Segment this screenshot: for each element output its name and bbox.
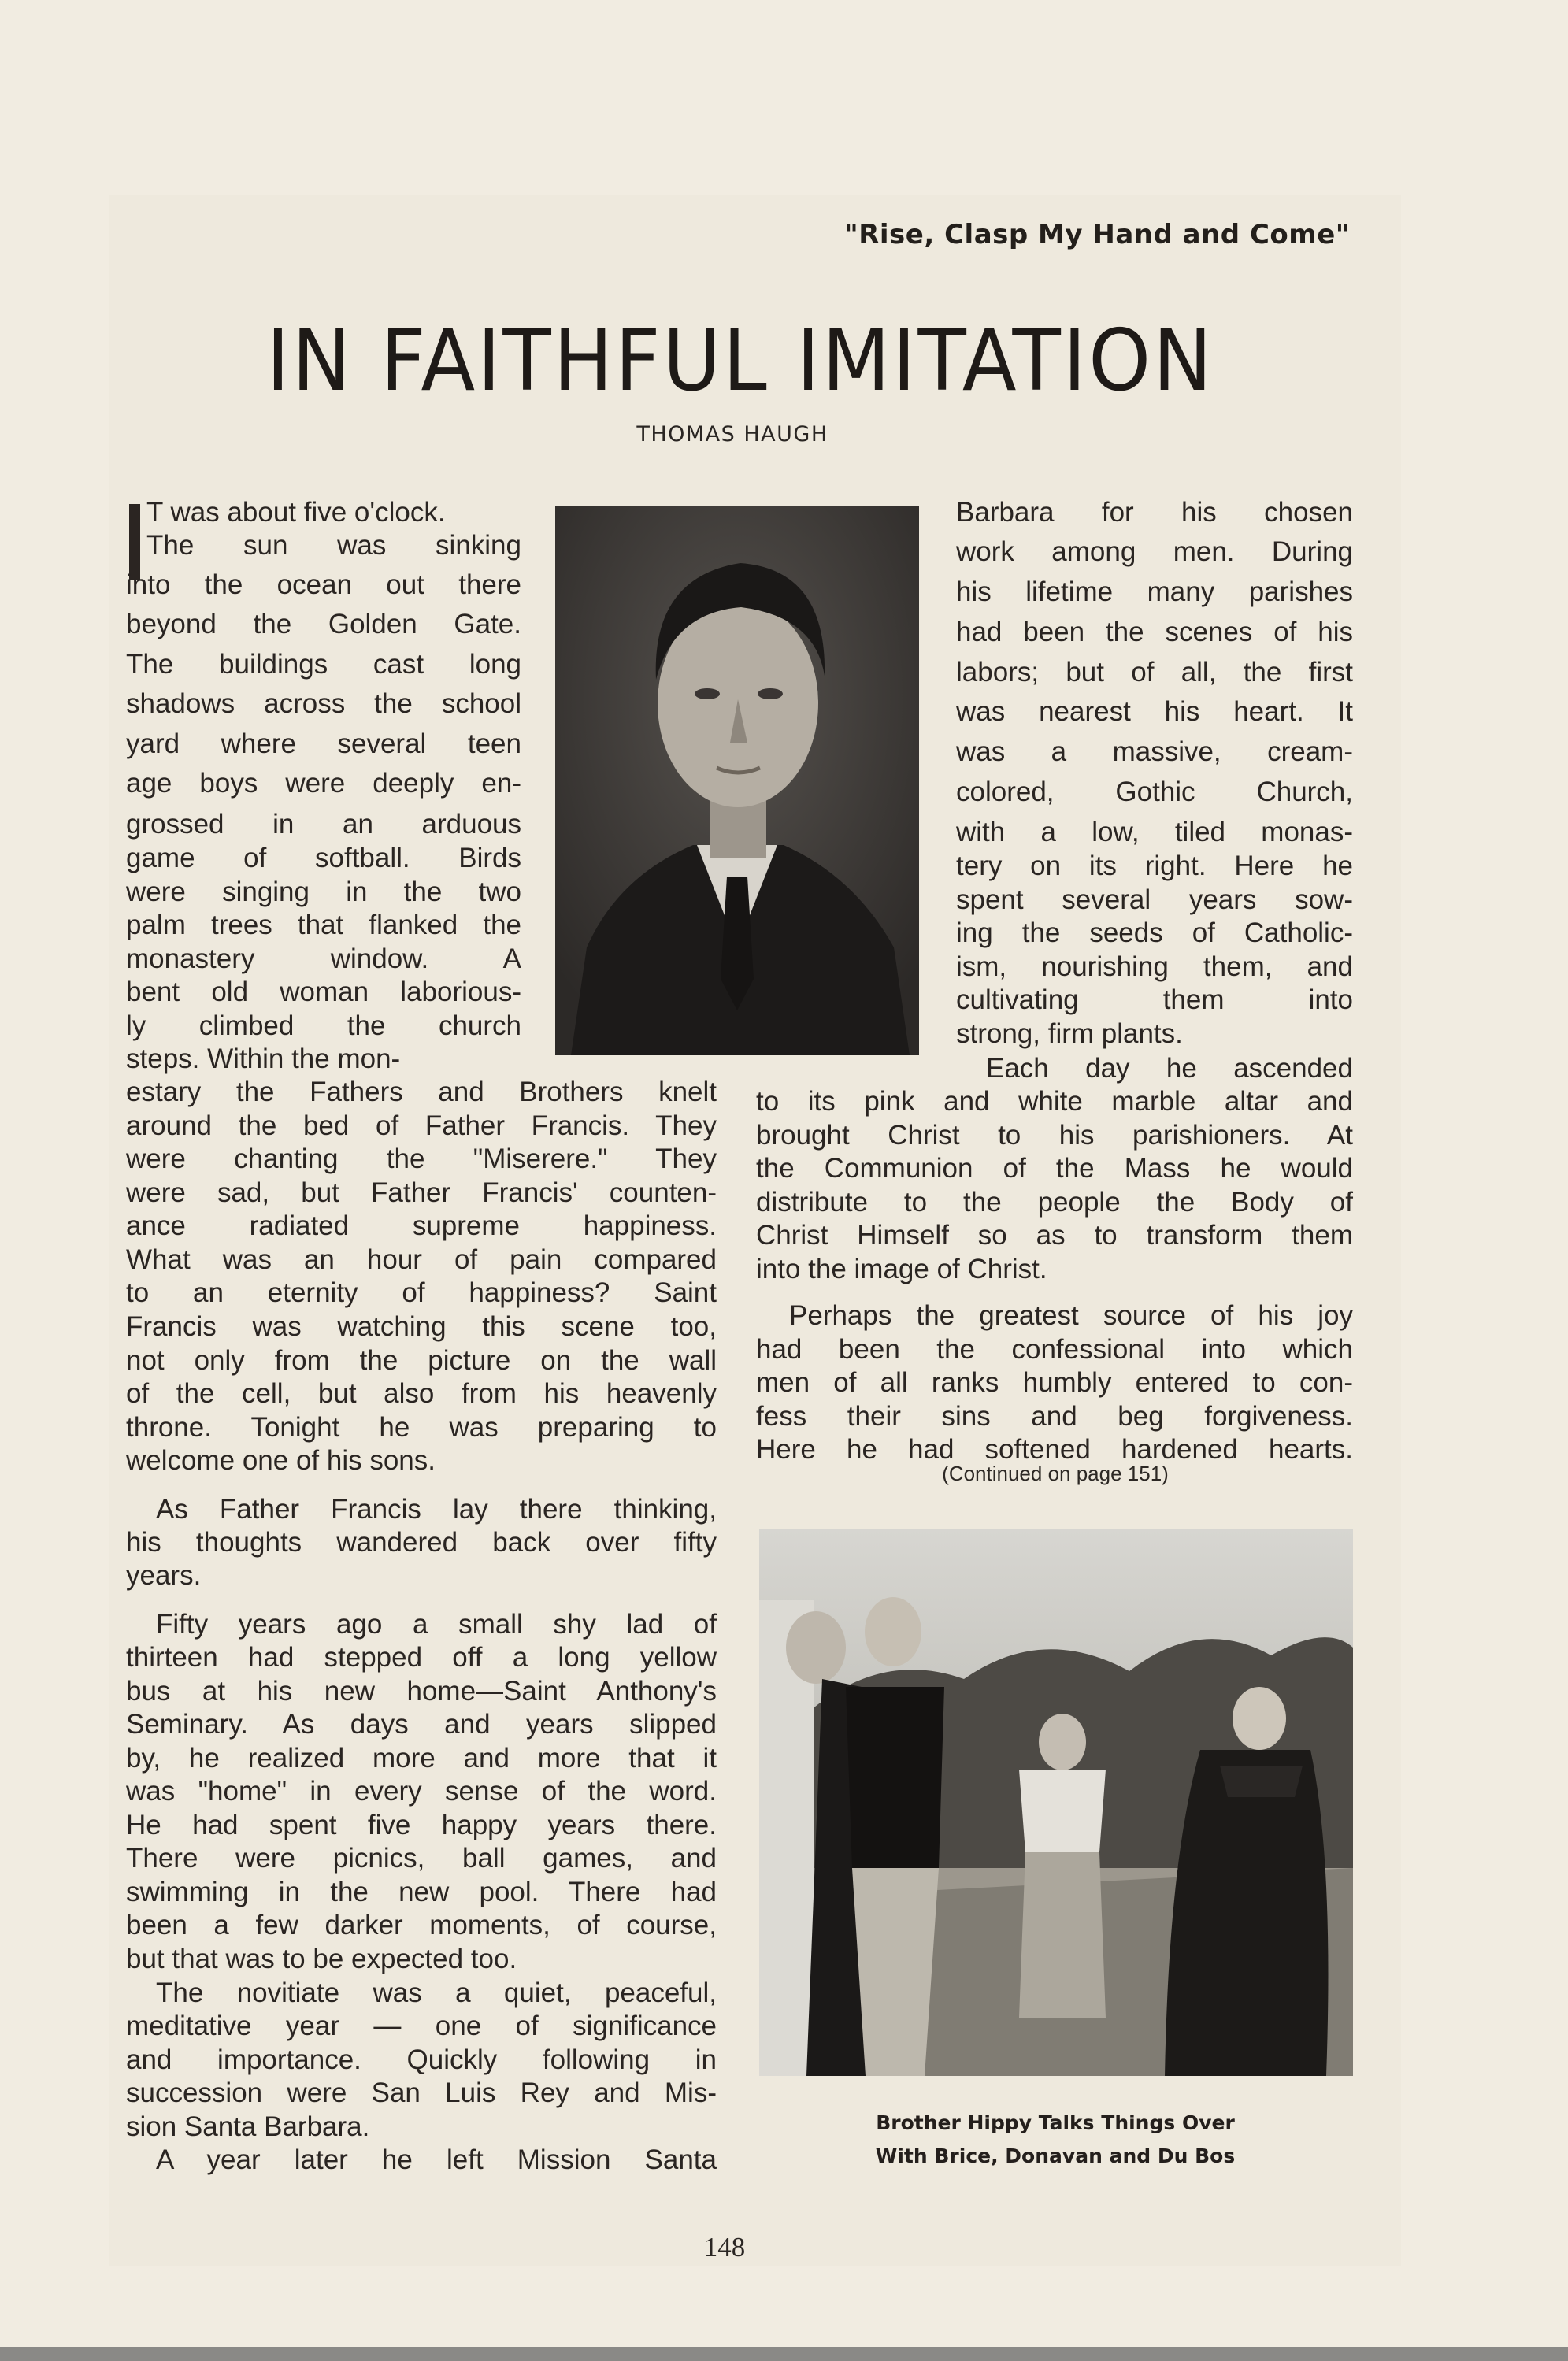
text-line: age boys were deeply en- xyxy=(126,768,521,799)
text-line: ism, nourishing them, and xyxy=(956,951,1353,982)
text-line: were sad, but Father Francis' counten- xyxy=(126,1177,717,1208)
text-line: swimming in the new pool. There had xyxy=(126,1877,717,1907)
text-line: palm trees that flanked the xyxy=(126,910,521,940)
text-line: to its pink and white marble altar and xyxy=(756,1086,1353,1117)
text-line: colored, Gothic Church, xyxy=(956,776,1353,807)
text-line: years. xyxy=(126,1560,202,1591)
photo-caption xyxy=(819,2107,1292,2173)
text-line: meditative year — one of significance xyxy=(126,2011,717,2041)
text-line: Each day he ascended xyxy=(986,1053,1353,1084)
text-line: was nearest his heart. It xyxy=(956,696,1353,727)
col1-top-text xyxy=(126,496,521,1074)
text-line: tery on its right. Here he xyxy=(956,851,1353,881)
text-line: As Father Francis lay there thinking, xyxy=(156,1494,717,1525)
running-header: "Rise, Clasp My Hand and Come" xyxy=(843,219,1350,250)
text-line: fess their sins and beg forgiveness. xyxy=(756,1401,1353,1432)
scan-edge xyxy=(0,2347,1568,2361)
page-number: 148 xyxy=(703,2232,746,2263)
caption-line: With Brice, Donavan and Du Bos xyxy=(875,2144,1236,2167)
text-line: yard where several teen xyxy=(126,728,521,759)
text-line: Christ Himself so as to transform them xyxy=(756,1220,1353,1251)
portrait-photo xyxy=(555,506,919,1055)
col2-text xyxy=(756,1052,1353,1465)
article-title: IN FAITHFUL IMITATION xyxy=(266,312,1214,410)
text-line: monastery window. A xyxy=(126,943,521,974)
col2-top-text xyxy=(956,496,1353,1047)
text-line: shadows across the school xyxy=(126,688,521,719)
text-line: What was an hour of pain compared xyxy=(126,1244,717,1275)
text-line: had been the confessional into which xyxy=(756,1334,1353,1365)
text-line: bus at his new home—Saint Anthony's xyxy=(126,1676,717,1707)
text-line: were chanting the "Miserere." They xyxy=(126,1143,717,1174)
text-line: work among men. During xyxy=(956,536,1353,567)
continued-note: (Continued on page 151) xyxy=(942,1462,1169,1485)
text-line: ing the seeds of Catholic- xyxy=(956,917,1353,948)
text-line: distribute to the people the Body of xyxy=(756,1187,1353,1218)
text-line: ance radiated supreme happiness. xyxy=(126,1210,717,1241)
text-line: The sun was sinking xyxy=(146,530,521,561)
text-line: men of all ranks humbly entered to con- xyxy=(756,1367,1353,1398)
text-line: succession were San Luis Rey and Mis- xyxy=(126,2077,717,2108)
text-line: and importance. Quickly following in xyxy=(126,2044,717,2075)
text-line: by, he realized more and more that it xyxy=(126,1743,717,1774)
text-line: Francis was watching this scene too, xyxy=(126,1311,717,1342)
text-line: with a low, tiled monas- xyxy=(956,817,1353,847)
caption-line: Brother Hippy Talks Things Over xyxy=(876,2111,1235,2134)
text-line: ly climbed the church xyxy=(126,1010,521,1041)
text-line: brought Christ to his parishioners. At xyxy=(756,1120,1353,1151)
text-line: had been the scenes of his xyxy=(956,617,1353,647)
text-line: not only from the picture on the wall xyxy=(126,1345,717,1376)
text-line: was a massive, cream- xyxy=(956,736,1353,767)
text-line: to an eternity of happiness? Saint xyxy=(126,1277,717,1308)
text-line: around the bed of Father Francis. They xyxy=(126,1110,717,1141)
text-line: The buildings cast long xyxy=(126,649,521,680)
text-line: estary the Fathers and Brothers knelt xyxy=(126,1077,717,1107)
text-line: steps. Within the mon- xyxy=(126,1043,401,1074)
text-line: labors; but of all, the first xyxy=(956,657,1353,688)
text-line: his thoughts wandered back over fifty xyxy=(126,1527,717,1558)
text-line: The novitiate was a quiet, peaceful, xyxy=(156,1977,717,2008)
text-line: were singing in the two xyxy=(126,877,521,907)
text-line: spent several years sow- xyxy=(956,884,1353,915)
col1-text xyxy=(126,1076,717,2178)
text-line: A year later he left Mission Santa xyxy=(156,2144,717,2175)
text-line: of the cell, but also from his heavenly xyxy=(126,1378,717,1409)
text-line: throne. Tonight he was preparing to xyxy=(126,1412,717,1443)
text-line: T was about five o'clock. xyxy=(146,497,446,528)
text-line: Here he had softened hardened hearts. xyxy=(756,1434,1353,1465)
text-line: sion Santa Barbara. xyxy=(126,2111,370,2142)
text-line: Seminary. As days and years slipped xyxy=(126,1709,717,1740)
text-line: grossed in an arduous xyxy=(126,809,521,840)
text-line: into the ocean out there xyxy=(126,569,521,600)
text-line: been a few darker moments, of course, xyxy=(126,1910,717,1940)
text-line: He had spent five happy years there. xyxy=(126,1810,717,1840)
text-line: thirteen had stepped off a long yellow xyxy=(126,1642,717,1673)
text-line: Fifty years ago a small shy lad of xyxy=(156,1609,717,1640)
text-line: strong, firm plants. xyxy=(956,1018,1183,1049)
author-byline: THOMAS HAUGH xyxy=(636,422,828,447)
group-photo xyxy=(759,1529,1353,2076)
text-line: cultivating them into xyxy=(956,984,1353,1015)
text-line: but that was to be expected too. xyxy=(126,1944,517,1974)
text-line: beyond the Golden Gate. xyxy=(126,609,521,639)
text-line: into the image of Christ. xyxy=(756,1254,1047,1284)
text-line: welcome one of his sons. xyxy=(126,1445,436,1476)
text-line: bent old woman laborious- xyxy=(126,977,521,1007)
text-line: the Communion of the Mass he would xyxy=(756,1153,1353,1184)
text-line: game of softball. Birds xyxy=(126,843,521,873)
text-line: Perhaps the greatest source of his joy xyxy=(789,1300,1353,1331)
text-line: Barbara for his chosen xyxy=(956,497,1353,528)
text-line: There were picnics, ball games, and xyxy=(126,1843,717,1874)
text-line: his lifetime many parishes xyxy=(956,576,1353,607)
text-line: was "home" in every sense of the word. xyxy=(126,1776,717,1807)
